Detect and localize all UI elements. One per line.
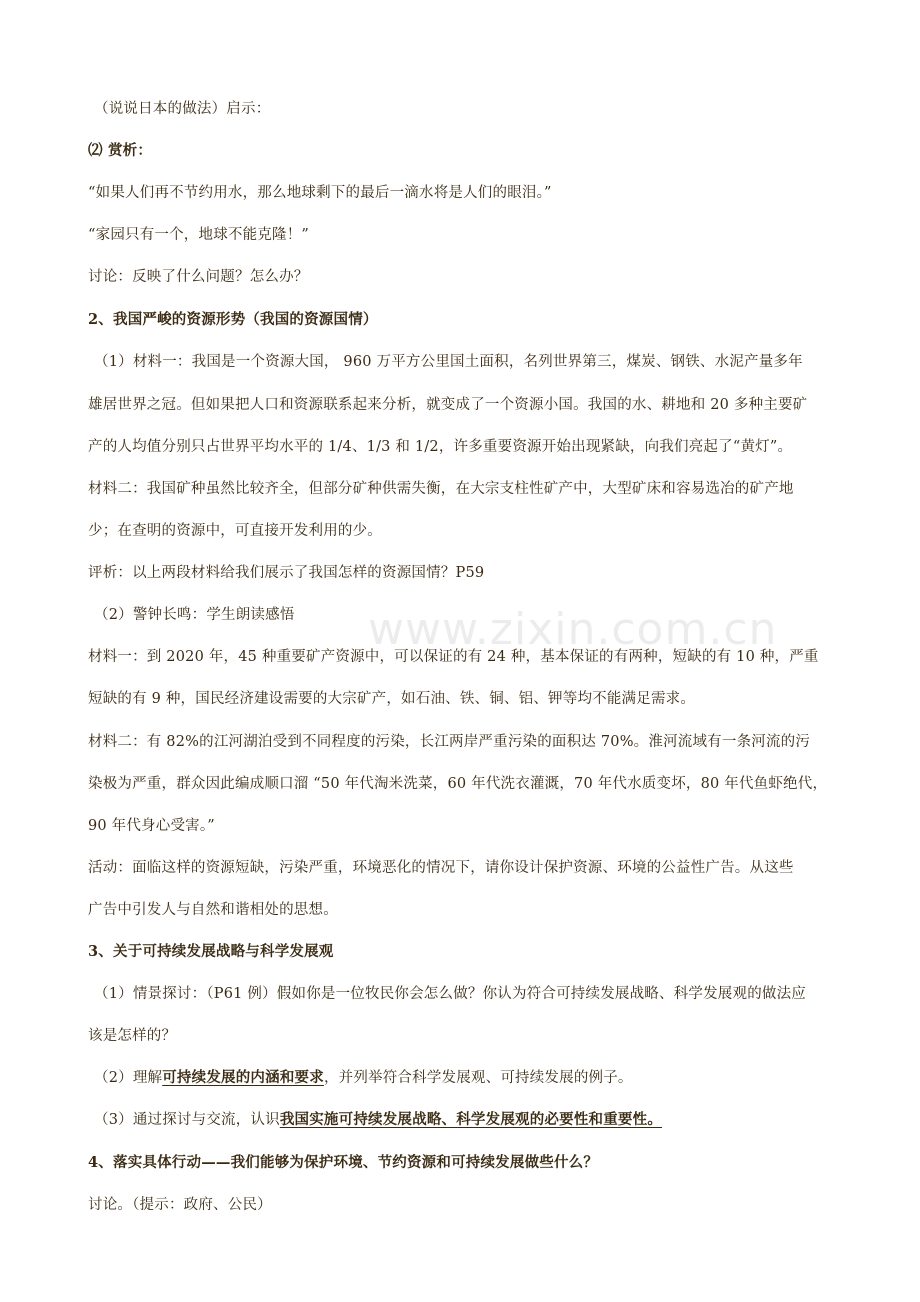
warning-material-1-line-2: 短缺的有 9 种，国民经济建设需要的大宗矿产，如石油、铁、铜、铝、钾等均不能满足需求。 xyxy=(88,691,696,707)
material-2-line-1: 材料二：我国矿种虽然比较齐全，但部分矿种供需失衡，在大宗支柱性矿产中，大型矿床和容易选冶的矿产地 xyxy=(88,481,794,497)
analysis-line: 评析：以上两段材料给我们展示了我国怎样的资源国情？P59 xyxy=(88,565,485,581)
appreciation-heading: ⑵ 赏析： xyxy=(88,142,153,159)
understanding-suffix: ，并列举符合科学发展观、可持续发展的例子。 xyxy=(323,1070,633,1086)
material-1-line-2: 雄居世界之冠。但如果把人口和资源联系起来分析，就变成了一个资源小国。我国的水、耕地和 20 多种主要矿 xyxy=(88,397,808,413)
material-1-line-1: （1）材料一：我国是一个资源大国， 960 万平方公里国土面积，名列世界第三，煤炭、钢铁、水泥产量多年 xyxy=(94,354,803,370)
exchange-emphasis: 我国实施可持续发展战略、科学发展观的必要性和重要性。 xyxy=(279,1111,663,1128)
warning-bell-line: （2）警钟长鸣：学生朗读感悟 xyxy=(94,607,295,623)
japan-practice-line: （说说日本的做法）启示： xyxy=(94,101,271,117)
understanding-line xyxy=(94,1068,842,1088)
material-1-line-3: 产的人均值分别只占世界平均水平的 1/4、1/3 和 1/2，许多重要资源开始出现紧缺，向我们亮起了“黄灯”。 xyxy=(88,439,793,455)
discussion-line: 讨论：反映了什么问题？怎么办？ xyxy=(88,269,309,285)
scenario-line-1: （1）情景探讨：（P61 例）假如你是一位牧民你会怎么做？你认为符合可持续发展战略、科学发展观的做法应 xyxy=(94,986,806,1002)
section-4-heading: 4、落实具体行动——我们能够为保护环境、节约资源和可持续发展做些什么？ xyxy=(88,1154,599,1171)
quote-water: “如果人们再不节约用水，那么地球剩下的最后一滴水将是人们的眼泪。” xyxy=(88,185,552,201)
understanding-emphasis: 可持续发展的内涵和要求 xyxy=(162,1069,324,1086)
material-2-line-2: 少；在查明的资源中，可直接开发利用的少。 xyxy=(88,523,382,539)
watermark: www.zixin.com.cn xyxy=(368,604,778,655)
understanding-prefix: （2）理解 xyxy=(94,1070,163,1086)
activity-line-1: 活动：面临这样的资源短缺，污染严重，环境恶化的情况下，请你设计保护资源、环境的公益性广告。从这些 xyxy=(88,860,794,876)
quote-earth: “家园只有一个，地球不能克隆！” xyxy=(88,227,310,243)
warning-material-2-line-1: 材料二：有 82%的江河湖泊受到不同程度的污染，长江两岸严重污染的面积达 70%。淮河流域有一条河流的污 xyxy=(88,734,811,750)
discussion-hint-line: 讨论。（提示：政府、公民） xyxy=(88,1197,272,1213)
section-3-heading: 3、关于可持续发展战略与科学发展观 xyxy=(88,943,334,960)
section-2-heading: 2、我国严峻的资源形势（我国的资源国情） xyxy=(88,311,378,328)
exchange-prefix: （3）通过探讨与交流，认识 xyxy=(94,1112,280,1128)
activity-line-2: 广告中引发人与自然和谐相处的思想。 xyxy=(88,902,338,918)
scenario-line-2: 该是怎样的？ xyxy=(88,1028,177,1044)
warning-material-2-line-2: 染极为严重，群众因此编成顺口溜 “50 年代淘米洗菜，60 年代洗衣灌溉，70 年代水质变坏，80 年代鱼虾绝代， xyxy=(88,776,828,792)
warning-material-1-line-1: 材料一：到 2020 年，45 种重要矿产资源中，可以保证的有 24 种，基本保证的有两种，短缺的有 10 种，严重 xyxy=(88,649,819,665)
exchange-line xyxy=(94,1110,842,1130)
warning-material-2-line-3: 90 年代身心受害。” xyxy=(88,818,215,834)
